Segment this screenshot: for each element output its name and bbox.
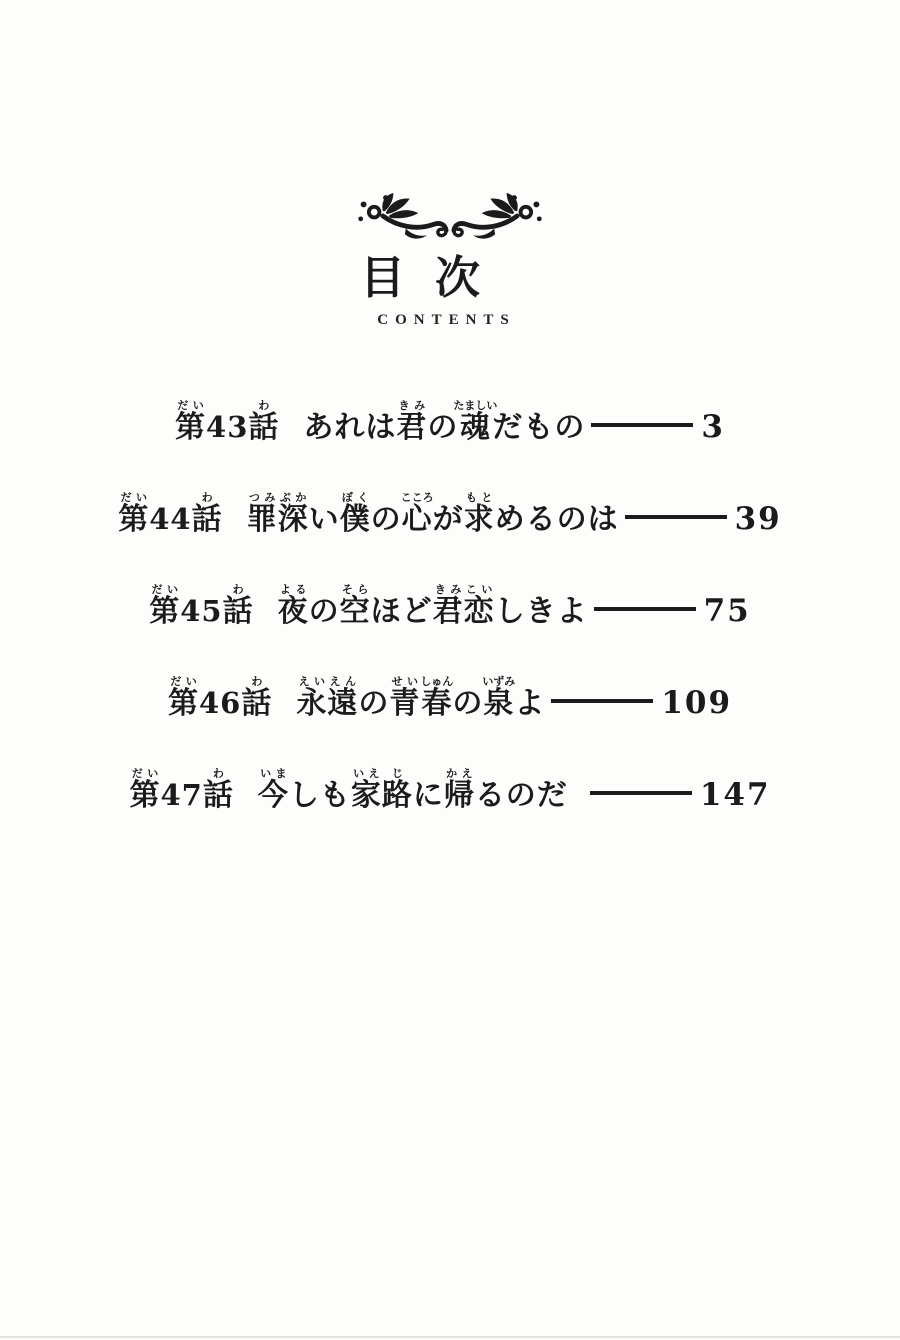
toc-entry xyxy=(0,399,900,456)
toc-list xyxy=(0,399,900,824)
leader-dash xyxy=(594,607,696,611)
leader-dash xyxy=(625,515,727,519)
chapter-title: 夜よるの空そらほど君きみ恋こいしきよ xyxy=(277,583,588,628)
chapter-number: 第だい44話わ xyxy=(118,491,223,536)
chapter-title: 罪つみ深ぶかい僕ぼくの心こころが求もとめるのは xyxy=(246,491,619,536)
chapter-title: 永えい遠えんの青せい春しゅんの泉いずみよ xyxy=(296,675,546,720)
leader-dash xyxy=(551,699,653,703)
toc-entry xyxy=(0,491,900,548)
page-number: 39 xyxy=(734,500,782,537)
page-title: 目次 xyxy=(359,253,510,303)
leader-dash xyxy=(590,791,692,795)
page-number: 3 xyxy=(701,408,725,445)
chapter-number: 第だい47話わ xyxy=(129,767,234,812)
chapter-title: 今いましも家いえ路じに帰かえるのだ xyxy=(257,767,568,812)
floral-flourish-icon xyxy=(0,190,900,240)
chapter-number: 第だい46話わ xyxy=(167,675,273,720)
page-number: 75 xyxy=(703,592,751,629)
page-number: 109 xyxy=(661,684,733,721)
chapter-number: 第だい43話わ xyxy=(175,399,280,444)
page-number: 147 xyxy=(699,776,771,813)
leader-dash xyxy=(591,423,693,427)
toc-entry xyxy=(0,767,900,824)
toc-entry xyxy=(0,675,900,732)
toc-entry xyxy=(0,583,900,640)
chapter-number: 第だい45話わ xyxy=(149,583,254,628)
page-subtitle: CONTENTS xyxy=(377,311,516,328)
chapter-title: あれは君きみの魂たましいだもの xyxy=(303,399,586,444)
